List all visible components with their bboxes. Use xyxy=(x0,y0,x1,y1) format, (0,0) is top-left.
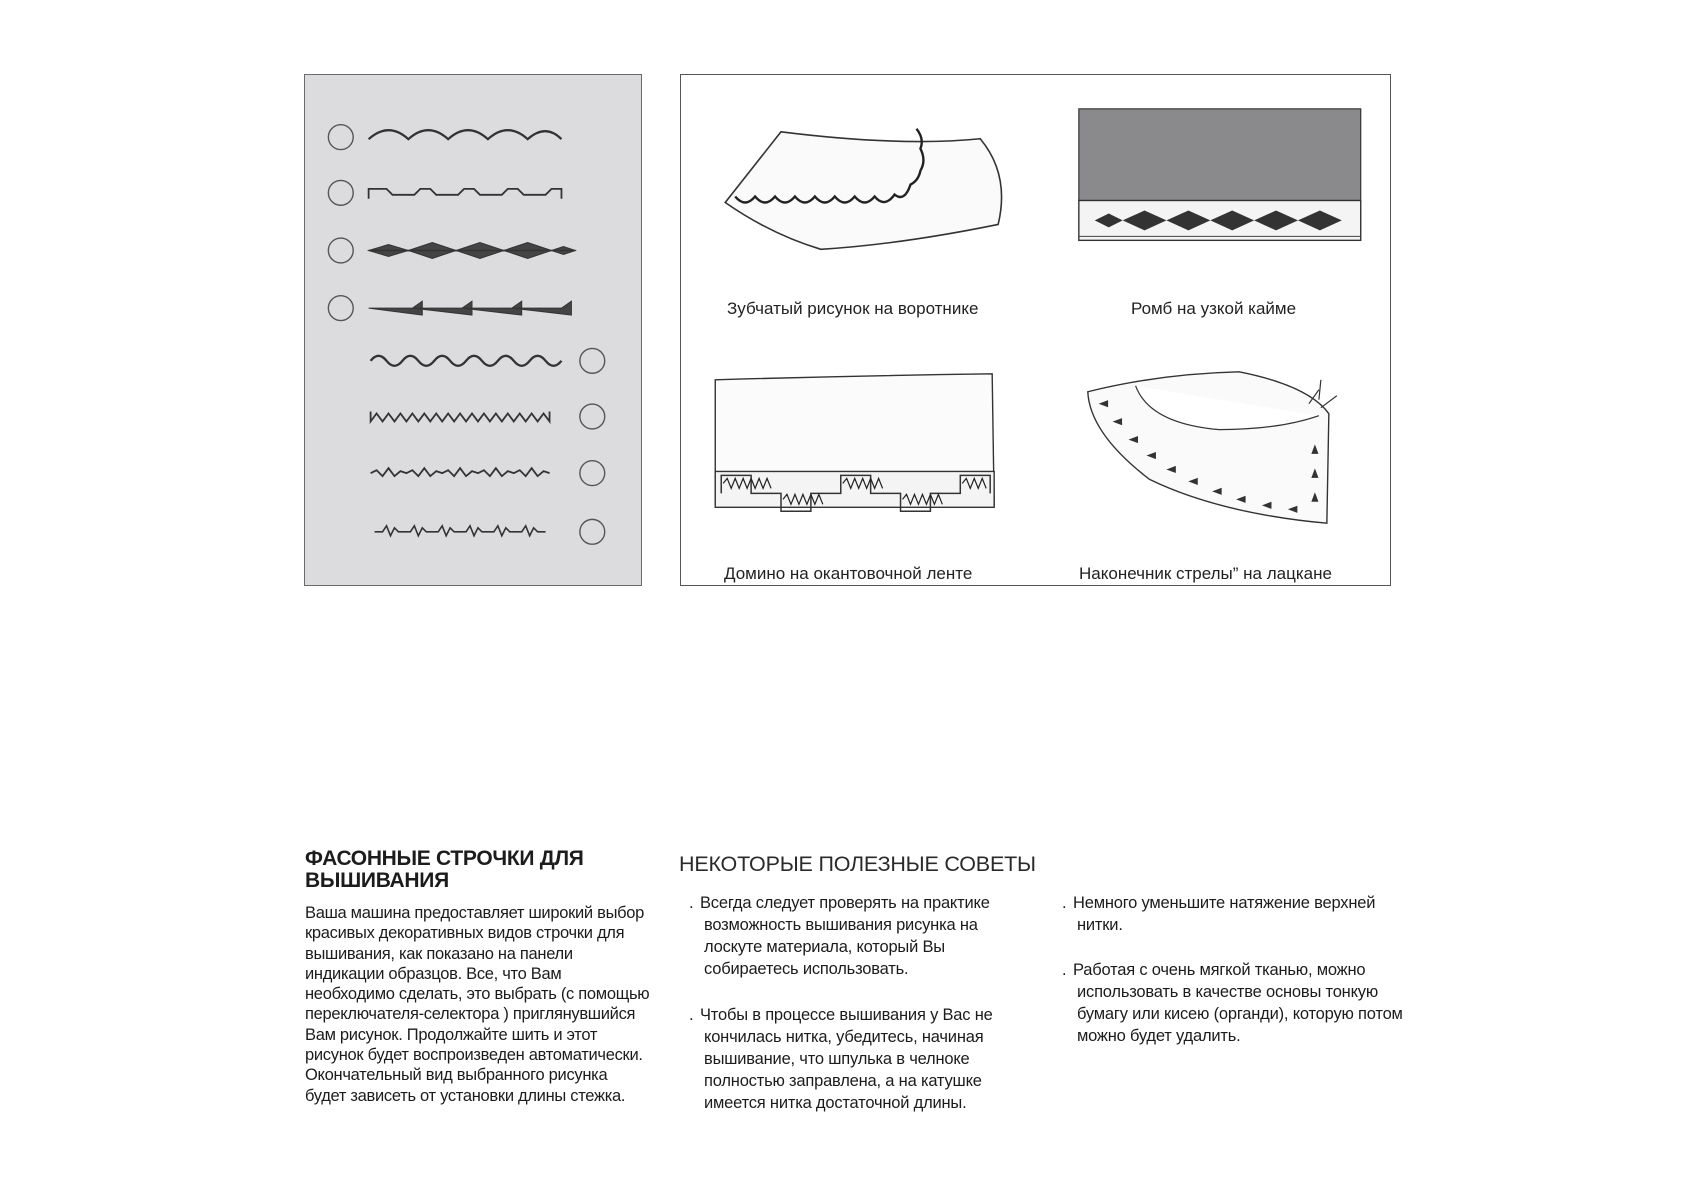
tip-bullet: . xyxy=(689,894,694,912)
tip-text: Немного уменьшите натяжение верхней нитки. xyxy=(1073,894,1376,934)
stitch-patterns-illustration xyxy=(305,75,641,585)
tip-text: Работая с очень мягкой тканью, можно использовать в качестве основы тонкую бумагу или кисею (органди), которую потом можно будет удалить. xyxy=(1073,961,1403,1045)
stitch-step xyxy=(369,189,562,199)
section-body: Ваша машина предоставляет широкий выбор красивых декоративных видов строчки для вышивания, как показано на панели индикации образцов. Все, что Вам необходимо сделать, это выбрать (с помощью переключателя-селектора ) приглянувшийся Вам рисунок. Продолжайте шить и этот рисунок будет воспроизведен автоматически. Окончательный вид выбранного рисунка будет зависеть от установки длины стежка. xyxy=(305,904,650,1105)
section-title: ФАСОННЫЕ СТРОЧКИ ДЛЯ ВЫШИВАНИЯ xyxy=(305,847,584,892)
tip-item xyxy=(1062,959,1403,1047)
caption-lapel: Наконечник стрелы” на лацкане xyxy=(1079,564,1332,583)
tip-text: Чтобы в процессе вышивания у Вас не кончилась нитка, убедитесь, начиная вышивание, что шпулька в челноке полностью заправлена, а на катушке имеется нитка достаточной длины. xyxy=(700,1006,993,1112)
tip-item xyxy=(689,892,1035,980)
stitch-selector-circle xyxy=(580,404,605,429)
stitch-thin-zigzag xyxy=(375,526,546,536)
tips-title: НЕКОТОРЫЕ ПОЛЕЗНЫЕ СОВЕТЫ xyxy=(679,852,1036,876)
tip-bullet: . xyxy=(689,1006,694,1024)
stitch-selector-circle xyxy=(328,238,353,263)
stitch-zigzag-wave xyxy=(371,468,550,476)
lapel-illustration xyxy=(1088,372,1337,523)
stitch-wave xyxy=(371,356,562,366)
stitch-zigzag-small xyxy=(371,412,550,422)
collar-illustration xyxy=(725,129,1001,250)
stitch-scallop xyxy=(369,130,562,139)
stitch-selector-circle xyxy=(328,180,353,205)
stitch-selector-circle xyxy=(580,461,605,486)
stitch-arrow xyxy=(369,301,572,315)
stitch-examples-panel xyxy=(680,74,1391,586)
hem-illustration xyxy=(1079,109,1361,240)
stitch-selector-panel xyxy=(304,74,642,586)
tip-item xyxy=(1062,892,1403,936)
tip-bullet: . xyxy=(1062,961,1067,979)
stitch-selector-circle xyxy=(328,296,353,321)
tip-text: Всегда следует проверять на практике возможность вышивания рисунка на лоскуте материала, который Вы собираетесь использовать. xyxy=(700,894,990,978)
stitch-selector-circle xyxy=(580,348,605,373)
caption-binding-tape: Домино на окантовочной ленте xyxy=(724,564,973,583)
stitch-selector-circle xyxy=(328,125,353,150)
caption-hem: Ромб на узкой кайме xyxy=(1131,299,1297,318)
stitch-examples-illustration xyxy=(681,75,1390,585)
binding-tape-illustration xyxy=(715,374,994,511)
stitch-selector-circle xyxy=(580,519,605,544)
tip-item xyxy=(689,1004,1035,1114)
tip-bullet: . xyxy=(1062,894,1067,912)
caption-collar: Зубчатый рисунок на воротнике xyxy=(727,299,979,318)
